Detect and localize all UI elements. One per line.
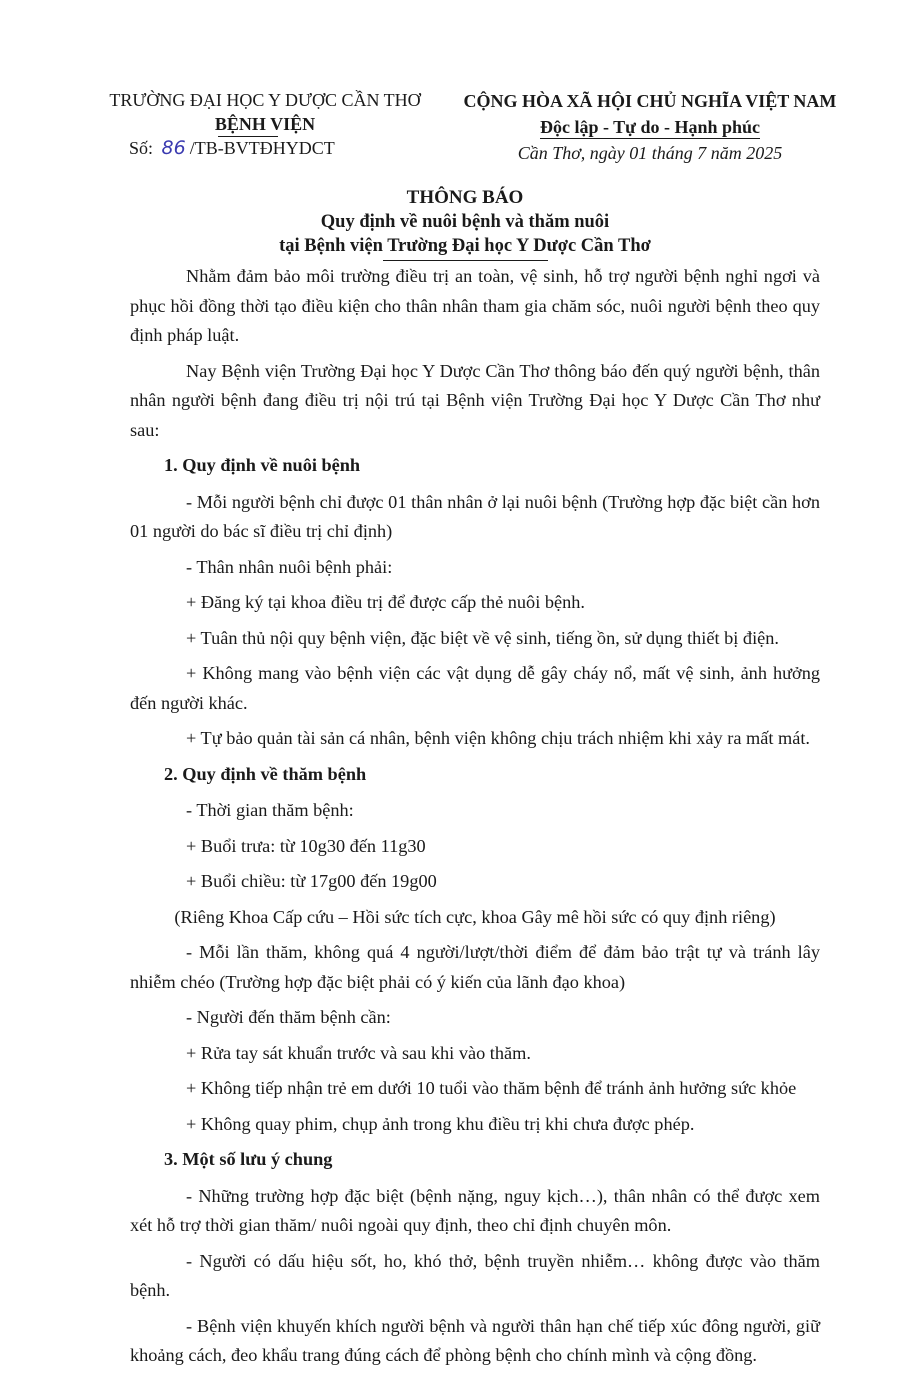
section-1-item-5: + Không mang vào bệnh viện các vật dụng dễ gây cháy nổ, mất vệ sinh, ảnh hưởng đến người khác. — [130, 663, 820, 713]
document-number-prefix: Số: — [129, 138, 154, 158]
issuing-agency-block — [95, 88, 435, 160]
section-1-item-6: + Tự bảo quản tài sản cá nhân, bệnh viện không chịu trách nhiệm khi xảy ra mất mát. — [186, 728, 810, 748]
department-name: BỆNH VIỆN — [214, 114, 316, 134]
section-2-item-2: + Buổi trưa: từ 10g30 đến 11g30 — [186, 835, 426, 856]
document-body — [130, 262, 820, 1377]
department-underline — [218, 136, 278, 137]
section-1-item-1: - Mỗi người bệnh chỉ được 01 thân nhân ở lại nuôi bệnh (Trường hợp đặc biệt cần hơn 01 người do bác sĩ điều trị chỉ định) — [130, 491, 820, 541]
section-2-heading: 2. Quy định về thăm bệnh — [164, 763, 367, 784]
organization-name: TRƯỜNG ĐẠI HỌC Y DƯỢC CẦN THƠ — [109, 90, 421, 110]
intro-paragraph-1: Nhằm đảm bảo môi trường điều trị an toàn, vệ sinh, hỗ trợ người bệnh nghỉ ngơi và phục hồi đồng thời tạo điều kiện cho thân nhân tham gia chăm sóc, nuôi người bệnh theo quy định pháp luật. — [130, 266, 820, 345]
document-number-handwritten: 86 — [161, 137, 186, 159]
intro-paragraph-2: Nay Bệnh viện Trường Đại học Y Dược Cần Thơ thông báo đến quý người bệnh, thân nhân người bệnh đang điều trị nội trú tại Bệnh viện Trường Đại học Y Dược Cần Thơ như sau: — [130, 360, 820, 440]
section-2-item-3: + Buổi chiều: từ 17g00 đến 19g00 — [186, 871, 437, 891]
document-number — [95, 136, 435, 160]
document-kind: THÔNG BÁO — [406, 187, 524, 208]
section-1-item-4: + Tuân thủ nội quy bệnh viện, đặc biệt về vệ sinh, tiếng ồn, sử dụng thiết bị điện. — [186, 627, 779, 648]
national-motto — [440, 114, 860, 140]
section-3-heading: 3. Một số lưu ý chung — [164, 1149, 333, 1169]
national-motto-text: Độc lập - Tự do - Hạnh phúc — [539, 117, 761, 137]
section-1-item-3: + Đăng ký tại khoa điều trị để được cấp thẻ nuôi bệnh. — [186, 592, 585, 612]
issue-date: Cần Thơ, ngày 01 tháng 7 năm 2025 — [517, 143, 783, 163]
section-1-item-2: - Thân nhân nuôi bệnh phải: — [186, 556, 393, 577]
section-2-item-4: - Mỗi lần thăm, không quá 4 người/lượt/thời điểm để đảm bảo trật tự và tránh lây nhiễm chéo (Trường hợp đặc biệt phải có ý kiến của lãnh đạo khoa) — [130, 942, 820, 992]
section-2-item-8: + Không quay phim, chụp ảnh trong khu điều trị khi chưa được phép. — [186, 1113, 695, 1134]
section-3-item-1: - Những trường hợp đặc biệt (bệnh nặng, nguy kịch…), thân nhân có thể được xem xét hỗ trợ thời gian thăm/ nuôi ngoài quy định, theo chỉ định chuyên môn. — [130, 1185, 820, 1235]
section-2-item-6: + Rửa tay sát khuẩn trước và sau khi vào thăm. — [186, 1042, 531, 1063]
section-3-item-3: - Bệnh viện khuyến khích người bệnh và người thân hạn chế tiếp xúc đông người, giữ khoảng cách, đeo khẩu trang đúng cách để phòng bệnh cho chính mình và cộng đồng. — [130, 1315, 820, 1365]
document-subject-line-1: Quy định về nuôi bệnh và thăm nuôi — [320, 212, 610, 232]
title-underline — [383, 260, 548, 261]
document-title-block — [100, 186, 830, 261]
section-2-item-1: - Thời gian thăm bệnh: — [186, 800, 354, 820]
national-header-block — [440, 88, 860, 166]
document-number-suffix: /TB-BVTĐHYDCT — [189, 138, 335, 158]
section-2-item-7: + Không tiếp nhận trẻ em dưới 10 tuổi vào thăm bệnh để tránh ảnh hưởng sức khỏe — [186, 1078, 797, 1098]
section-2-note: (Riêng Khoa Cấp cứu – Hồi sức tích cực, khoa Gây mê hồi sức có quy định riêng) — [174, 906, 776, 927]
section-3-item-2: - Người có dấu hiệu sốt, ho, khó thở, bệnh truyền nhiễm… không được vào thăm bệnh. — [130, 1250, 820, 1300]
national-title: CỘNG HÒA XÃ HỘI CHỦ NGHĨA VIỆT NAM — [463, 91, 837, 111]
section-1-heading: 1. Quy định về nuôi bệnh — [164, 455, 361, 475]
document-subject-line-2: tại Bệnh viện Trường Đại học Y Dược Cần Thơ — [279, 236, 651, 256]
section-2-item-5: - Người đến thăm bệnh cần: — [186, 1007, 391, 1027]
